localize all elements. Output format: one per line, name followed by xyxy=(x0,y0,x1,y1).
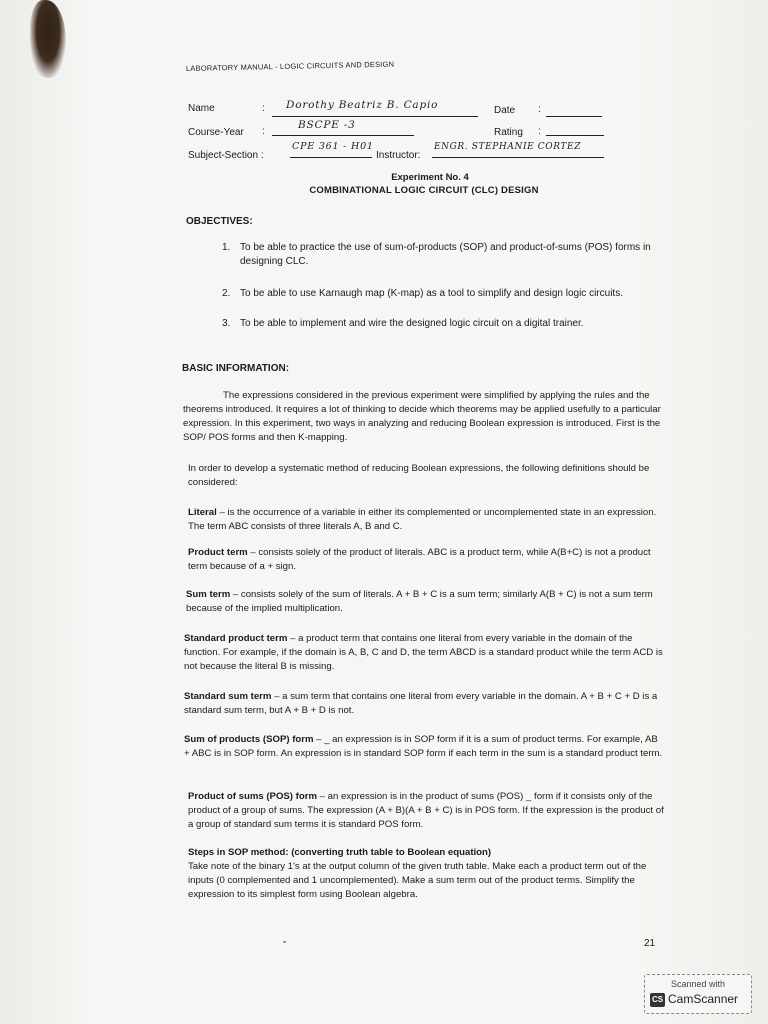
rating-field xyxy=(546,121,604,136)
definition-term: Literal xyxy=(188,507,217,518)
instructor-value: ENGR. STEPHANIE CORTEZ xyxy=(434,142,582,152)
definition-literal xyxy=(188,506,668,534)
date-label: Date xyxy=(494,105,516,116)
course-year-value: BSCPE -3 xyxy=(298,119,356,131)
instructor-label: Instructor: xyxy=(376,150,421,161)
definition-pos-form xyxy=(188,790,668,832)
scan-speck xyxy=(283,941,286,943)
definition-product-term xyxy=(188,546,668,574)
definition-sop-form xyxy=(184,733,664,761)
watermark-brand: CamScanner xyxy=(668,992,739,1006)
definition-term: Sum of products (SOP) form xyxy=(184,734,314,745)
manual-header: LABORATORY MANUAL - LOGIC CIRCUITS AND DESIGN xyxy=(185,59,395,73)
sop-steps-text: Take note of the binary 1's at the output column of the given truth table. Make each a product term out of the inputs (0 complemented and 1 uncomplemented). Make a sum term out of the product terms. Simplify the expression to its simplest form using Boolean algebra. xyxy=(188,861,647,900)
definition-term: Sum term xyxy=(186,589,231,600)
definition-term: Product term xyxy=(188,547,248,558)
rating-label: Rating xyxy=(494,127,523,138)
objective-number: 1. xyxy=(222,242,231,253)
objective-text: To be able to use Karnaugh map (K-map) as a tool to simplify and design logic circuits. xyxy=(240,288,623,299)
definition-text: – consists solely of the product of literals. ABC is a product term, while A(B+C) is not a product term because of a + sign. xyxy=(188,547,651,572)
course-year-colon: : xyxy=(262,126,265,137)
definition-text: – a sum term that contains one literal from every variable in the domain. A + B + C + D is a standard sum term, but A + B + D is not. xyxy=(184,691,658,716)
definition-text: – _ an expression is in SOP form if it is a sum of product terms. For example, AB + ABC is in SOP form. An expression is in standard SOP form if each term in the sum is a standard product term. xyxy=(184,734,663,759)
name-value: Dorothy Beatriz B. Capio xyxy=(286,99,439,111)
subject-section-value: CPE 361 - H01 xyxy=(292,141,374,152)
date-field xyxy=(546,102,602,117)
objective-item xyxy=(222,317,680,331)
definition-text: – consists solely of the sum of literals. A + B + C is a sum term; similarly A(B + C) is not a sum term because of the implied multiplication. xyxy=(186,589,653,614)
camscanner-logo-icon: CS xyxy=(650,993,665,1007)
page-number: 21 xyxy=(644,938,656,949)
experiment-title: COMBINATIONAL LOGIC CIRCUIT (CLC) DESIGN xyxy=(309,185,539,196)
name-colon: : xyxy=(262,103,265,114)
objective-item xyxy=(222,287,680,301)
intro-paragraph: The expressions considered in the previous experiment were simplified by applying the rules and the theorems introduced. It requires a lot of thinking to decide which theorems may be applied usefully to a particular expression. In this experiment, two ways in analyzing and reducing Boolean expression is introduced. First is the SOP/ POS forms and then K-mapping. xyxy=(183,390,661,443)
date-colon: : xyxy=(538,104,541,115)
objectives-heading: OBJECTIVES: xyxy=(186,216,253,227)
definition-text: – is the occurrence of a variable in either its complemented or uncomplemented state in an expression. The term ABC consists of three literals A, B and C. xyxy=(188,507,657,532)
objective-text: To be able to implement and wire the designed logic circuit on a digital trainer. xyxy=(240,318,584,329)
experiment-number: Experiment No. 4 xyxy=(391,172,469,183)
sop-steps-heading: Steps in SOP method: (converting truth table to Boolean equation) xyxy=(188,847,492,858)
sop-steps xyxy=(188,846,668,902)
definition-standard-sum-term xyxy=(184,690,664,718)
definition-term: Standard sum term xyxy=(184,691,272,702)
scan-shadow xyxy=(30,0,66,78)
objective-number: 2. xyxy=(222,288,231,299)
name-label: Name xyxy=(188,103,215,114)
watermark-caption: Scanned with xyxy=(670,979,726,989)
basic-information-heading: BASIC INFORMATION: xyxy=(182,363,290,374)
objective-item xyxy=(222,241,680,269)
definition-sum-term xyxy=(186,588,666,616)
definition-text: – a product term that contains one literal from every variable in the domain of the function. For example, if the domain is A, B, C and D, the term ABCD is a standard product while the term ACD is not because the literal B is missing. xyxy=(184,633,663,672)
camscanner-watermark xyxy=(644,974,752,1014)
definitions-intro: In order to develop a systematic method of reducing Boolean expressions, the following definitions should be considered: xyxy=(188,463,650,488)
subject-section-label: Subject-Section : xyxy=(188,150,264,161)
objective-number: 3. xyxy=(222,318,231,329)
course-year-label: Course-Year xyxy=(188,127,244,138)
objective-text: To be able to practice the use of sum-of-products (SOP) and product-of-sums (POS) forms in designing CLC. xyxy=(240,242,651,267)
definition-term: Standard product term xyxy=(184,633,288,644)
definition-standard-product-term xyxy=(184,632,664,674)
rating-colon: : xyxy=(538,126,541,137)
definition-text: – an expression is in the product of sums (POS) _ form if it consists only of the product of a group of sums. The expression (A + B)(A + B + C) is in POS form. If the expression is the product of a group of standard sum terms it is standard POS form. xyxy=(188,791,664,830)
definition-term: Product of sums (POS) form xyxy=(188,791,317,802)
